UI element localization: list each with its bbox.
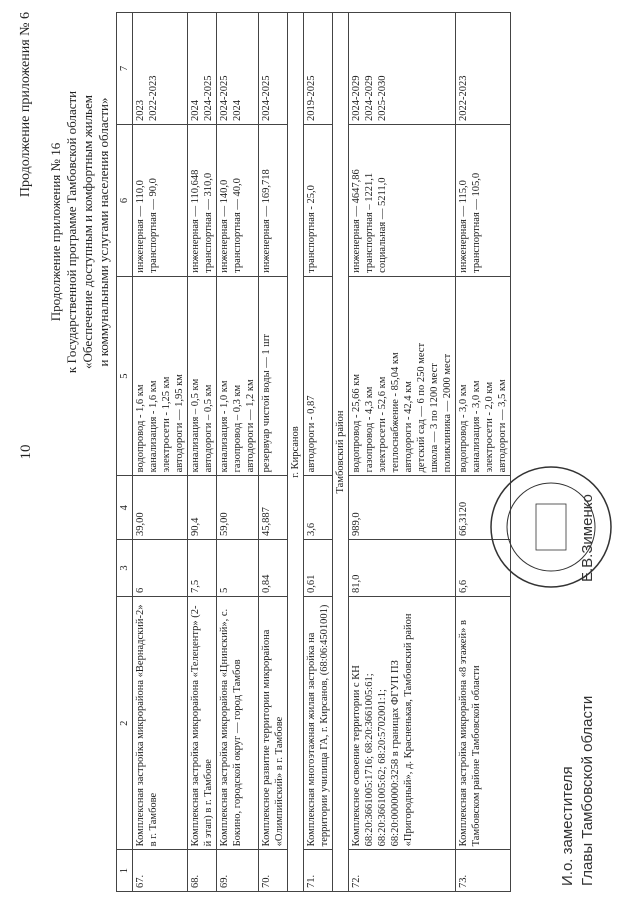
column-number: 5 — [117, 276, 133, 476]
infrastructure-line: автодороги — 1,2 км — [245, 379, 256, 473]
area-value: 5 — [217, 540, 259, 597]
costs-line: инженерная — 110,648 — [190, 169, 201, 273]
project-name: Комплексная многоэтажная жилая застройка на территории училища ГА, г. Кирсанов, (68:06:4501001) — [304, 597, 333, 850]
table-row — [188, 13, 217, 892]
row-number: 71. — [304, 850, 333, 892]
infrastructure-line: детский сад — 6 по 250 мест — [416, 342, 427, 473]
area-value: 0,61 — [304, 540, 333, 597]
years-line: 2025-2030 — [377, 75, 388, 122]
signatory-name: Е.В.Зименко — [579, 494, 596, 582]
costs-line: инженерная — 115,0 — [458, 180, 469, 273]
years-cell — [349, 13, 456, 125]
infrastructure-line: газопровод – 0,3 км — [232, 384, 243, 473]
infrastructure-cell — [259, 276, 288, 476]
area-value: 66,3120 — [456, 476, 511, 540]
costs-line: транспортная - 25,0 — [306, 185, 317, 273]
infrastructure-cell — [188, 276, 217, 476]
column-number: 7 — [117, 13, 133, 125]
area-value: 81,0 — [349, 540, 456, 597]
row-number: 73. — [456, 850, 511, 892]
years-line: 2019-2025 — [306, 75, 317, 122]
table-row — [133, 13, 188, 892]
project-name: Комплексная застройка микрорайона «Вернадский-2» в г. Тамбове — [133, 597, 188, 850]
area-value: 39,00 — [133, 476, 188, 540]
table-row — [456, 13, 511, 892]
signatory-title-line: Главы Тамбовской области — [579, 695, 596, 886]
costs-cell — [217, 125, 259, 277]
infrastructure-line: автодороги – 0,5 км — [203, 384, 214, 473]
table-row — [217, 13, 259, 892]
row-number: 72. — [349, 850, 456, 892]
infrastructure-line: канализация - 1,0 км — [219, 380, 230, 473]
infrastructure-line: автодороги - 0,87 — [306, 395, 317, 473]
area-value: 0,84 — [259, 540, 288, 597]
row-number: 70. — [259, 850, 288, 892]
costs-line: инженерная — 4647,86 — [351, 169, 362, 273]
years-line: 2024-2025 — [261, 75, 272, 122]
infrastructure-line: школа — 3 по 1200 мест — [429, 363, 440, 473]
project-name: Комплексное развитие территории микрорайона «Олимпийский» в г. Тамбове — [259, 597, 288, 850]
years-cell — [304, 13, 333, 125]
infrastructure-line: водопровод - 3,0 км — [458, 384, 469, 473]
area-value: 45,887 — [259, 476, 288, 540]
costs-cell — [349, 125, 456, 277]
infrastructure-line: электросети - 52,6 км — [377, 376, 388, 473]
costs-line: инженерная — 169,718 — [261, 169, 272, 273]
costs-line: транспортная — 105,0 — [471, 172, 482, 273]
area-value: 7,5 — [188, 540, 217, 597]
section-title: г. Кирсанов — [288, 13, 304, 892]
project-name: Комплексная застройка микрорайона «8 этажей» в Тамбовском районе Тамбовской области — [456, 597, 511, 850]
column-number: 3 — [117, 540, 133, 597]
column-number: 1 — [117, 850, 133, 892]
years-line: 2024-2029 — [351, 75, 362, 122]
years-cell — [456, 13, 511, 125]
infrastructure-cell — [217, 276, 259, 476]
appendix-header-line: Продолжение приложения № 16 — [48, 142, 63, 322]
infrastructure-line: автодороги — 1,95 км — [174, 374, 185, 473]
infrastructure-line: канализация – 0,5 км — [190, 378, 201, 473]
years-cell — [259, 13, 288, 125]
infrastructure-line: электросети - 1,25 км — [161, 376, 172, 473]
infrastructure-cell — [304, 276, 333, 476]
years-line: 2024-2025 — [203, 75, 214, 122]
costs-line: транспортная — 90,0 — [148, 178, 159, 273]
section-row — [288, 13, 304, 892]
infrastructure-line: канализация - 3,0 км — [471, 380, 482, 473]
page-number: 10 — [18, 444, 34, 460]
costs-line: инженерная — 110,0 — [135, 180, 146, 273]
infrastructure-line: автодороги — 3,5 км — [497, 379, 508, 473]
appendix-header-line: и коммунальными услугами населения области» — [96, 97, 111, 367]
infrastructure-line: канализация - 1,6 км — [148, 380, 159, 473]
column-number: 6 — [117, 125, 133, 277]
table-row — [259, 13, 288, 892]
costs-line: транспортная — 310,0 — [203, 172, 214, 273]
years-line: 2023 — [135, 100, 146, 122]
project-name: Комплексное освоение территории с КН 68:20:3661005:1716; 68:20:3661005:61; 68:20:3661005:62; 68:20:5702001:1; 68:20:0000000:3258 в границах ФГУП ПЗ «Пригородный», д. Красненькая, Тамбовский район — [349, 597, 456, 850]
years-cell — [133, 13, 188, 125]
costs-cell — [304, 125, 333, 277]
table-row — [349, 13, 456, 892]
area-value: 59,00 — [217, 476, 259, 540]
infrastructure-line: электросети - 2,0 км — [484, 381, 495, 473]
page-top-header — [18, 12, 42, 892]
row-number: 68. — [188, 850, 217, 892]
costs-line: транспортная — 40,0 — [232, 178, 243, 273]
area-value: 6,6 — [456, 540, 511, 597]
column-number-row — [117, 13, 133, 892]
infrastructure-cell — [349, 276, 456, 476]
infrastructure-line: газопровод - 4,3 км — [364, 386, 375, 473]
continuation-title: Продолжение приложения № 6 — [18, 12, 33, 198]
appendix-header-line: к Государственной программе Тамбовской области — [64, 90, 79, 374]
years-line: 2024-2025 — [219, 75, 230, 122]
infrastructure-line: поликлиника — 2000 мест — [442, 353, 453, 473]
projects-table — [116, 12, 511, 892]
row-number: 69. — [217, 850, 259, 892]
infrastructure-line: водопровод - 1,6 км — [135, 384, 146, 473]
costs-cell — [133, 125, 188, 277]
infrastructure-line: водопровод - 25,66 км — [351, 373, 362, 473]
appendix-header-line: «Обеспечение доступным и комфортным жильем — [80, 95, 95, 369]
signature-block — [558, 494, 598, 886]
years-line: 2022-2023 — [458, 75, 469, 122]
area-value: 989,0 — [349, 476, 456, 540]
table-row — [304, 13, 333, 892]
area-value: 90,4 — [188, 476, 217, 540]
area-value: 6 — [133, 540, 188, 597]
years-line: 2024 — [190, 100, 201, 122]
column-number: 4 — [117, 476, 133, 540]
costs-line: инженерная — 140,0 — [219, 179, 230, 273]
section-row — [333, 13, 349, 892]
years-line: 2022-2023 — [148, 75, 159, 122]
costs-line: транспортная – 1221,1 — [364, 172, 375, 273]
area-value: 3,6 — [304, 476, 333, 540]
column-number: 2 — [117, 597, 133, 850]
years-line: 2024-2029 — [364, 75, 375, 122]
infrastructure-line: теплоснабжение - 85,04 км — [390, 352, 401, 473]
years-cell — [217, 13, 259, 125]
years-cell — [188, 13, 217, 125]
signatory-title-line: И.о. заместителя — [559, 766, 576, 886]
costs-cell — [188, 125, 217, 277]
infrastructure-cell — [133, 276, 188, 476]
project-name: Комплексная застройка микрорайона «Телецентр» (2-й этап) в г. Тамбове — [188, 597, 217, 850]
infrastructure-line: резервуар чистой воды — 1 шт — [261, 334, 272, 473]
row-number: 67. — [133, 850, 188, 892]
years-line: 2024 — [232, 100, 243, 122]
costs-cell — [456, 125, 511, 277]
infrastructure-cell — [456, 276, 511, 476]
appendix-header — [48, 12, 112, 452]
costs-cell — [259, 125, 288, 277]
section-title: Тамбовский район — [333, 13, 349, 892]
project-name: Комплексная застройка микрорайона «Цнинский», с. Бокино, городской округ — город Тамбов — [217, 597, 259, 850]
costs-line: социальная — 5211,0 — [377, 177, 388, 273]
infrastructure-line: автодороги - 42,4 км — [403, 381, 414, 473]
rotated-document-page — [10, 12, 630, 892]
